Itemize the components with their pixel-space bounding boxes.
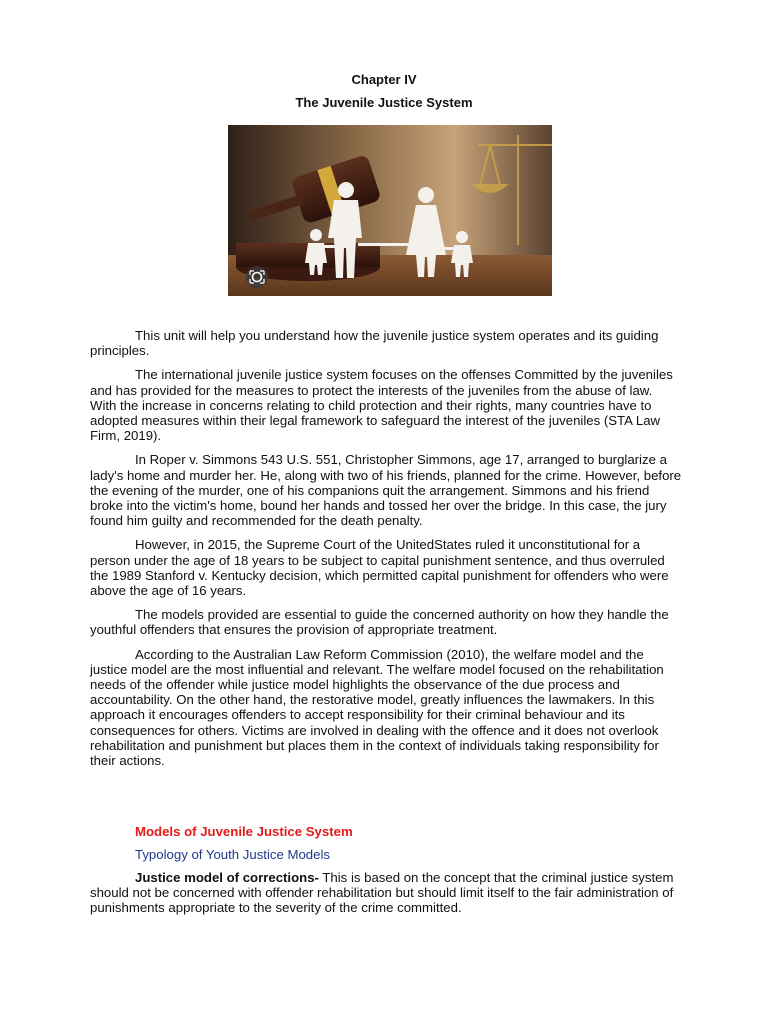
subheading: Typology of Youth Justice Models: [135, 847, 331, 862]
lens-icon: [246, 266, 268, 288]
paragraph-alrc: According to the Australian Law Reform Commission (2010), the welfare model and the justice model are the most influential and relevant. The welfare model focused on the rehabilitation needs of the offender while justice model highlights the observance of the due process and accountability. On the other hand, the restorative model, greatly influences the lawmakers. In this approach it encourages offenders to accept responsibility for their criminal behaviour and its consequences for others. Victims are involved in dealing with the offence and it does not overlook rehabilitation and punishment but places them in the context of individuals taking responsibility for their actions.: [90, 646, 664, 769]
paragraph-models: The models provided are essential to guide the concerned authority on how they handle the youthful offenders that ensures the provision of appropriate treatment.: [90, 607, 669, 638]
section-heading: Models of Juvenile Justice System: [135, 824, 353, 839]
page-title: The Juvenile Justice System: [295, 95, 473, 110]
justice-model-definition: This is based on the concept that the criminal justice system should not be concerned with offender rehabilitation but should limit itself to the fair administration of punishments appropriate to the severity of the crime committed.: [90, 870, 674, 916]
paragraph-roper-v-simmons: In Roper v. Simmons 543 U.S. 551, Christopher Simmons, age 17, arranged to burglarize a lady's home and murder her. He, along with two of his friends, planned for the crime. However, before the evening of the murder, one of his companions quit the arrangement. Simmons and his friend broke into the victim's home, bound her hands and tossed her over the bridge. In this case, the jury found him guilty and recommended for the death penalty.: [90, 452, 682, 529]
chapter-label: Chapter IV: [351, 72, 417, 87]
illustration-image: [228, 125, 552, 296]
body-text: [90, 328, 682, 777]
paragraph-supreme-court: However, in 2015, the Supreme Court of the UnitedStates ruled it unconstitutional for a person under the age of 18 years to be subject to capital punishment sentence, and thus overruled the 1989 Stanford v. Kentucky decision, which permitted capital punishment for offenders who were above the age of 16 years.: [90, 537, 669, 599]
gavel-family-illustration: [228, 125, 552, 296]
justice-model-term: Justice model of corrections-: [135, 870, 319, 885]
paragraph-international: The international juvenile justice system focuses on the offenses Committed by the juveniles and has provided for the measures to protect the interests of the juveniles from the abuse of law. With the increase in concerns relating to child protection and their rights, many countries have to adopted measures within their legal framework to safeguard the interest of the juveniles (STA Law Firm, 2019).: [90, 367, 673, 444]
paragraph-intro: This unit will help you understand how the juvenile justice system operates and its guiding principles.: [90, 328, 659, 359]
paragraph-justice-model: [90, 870, 682, 916]
